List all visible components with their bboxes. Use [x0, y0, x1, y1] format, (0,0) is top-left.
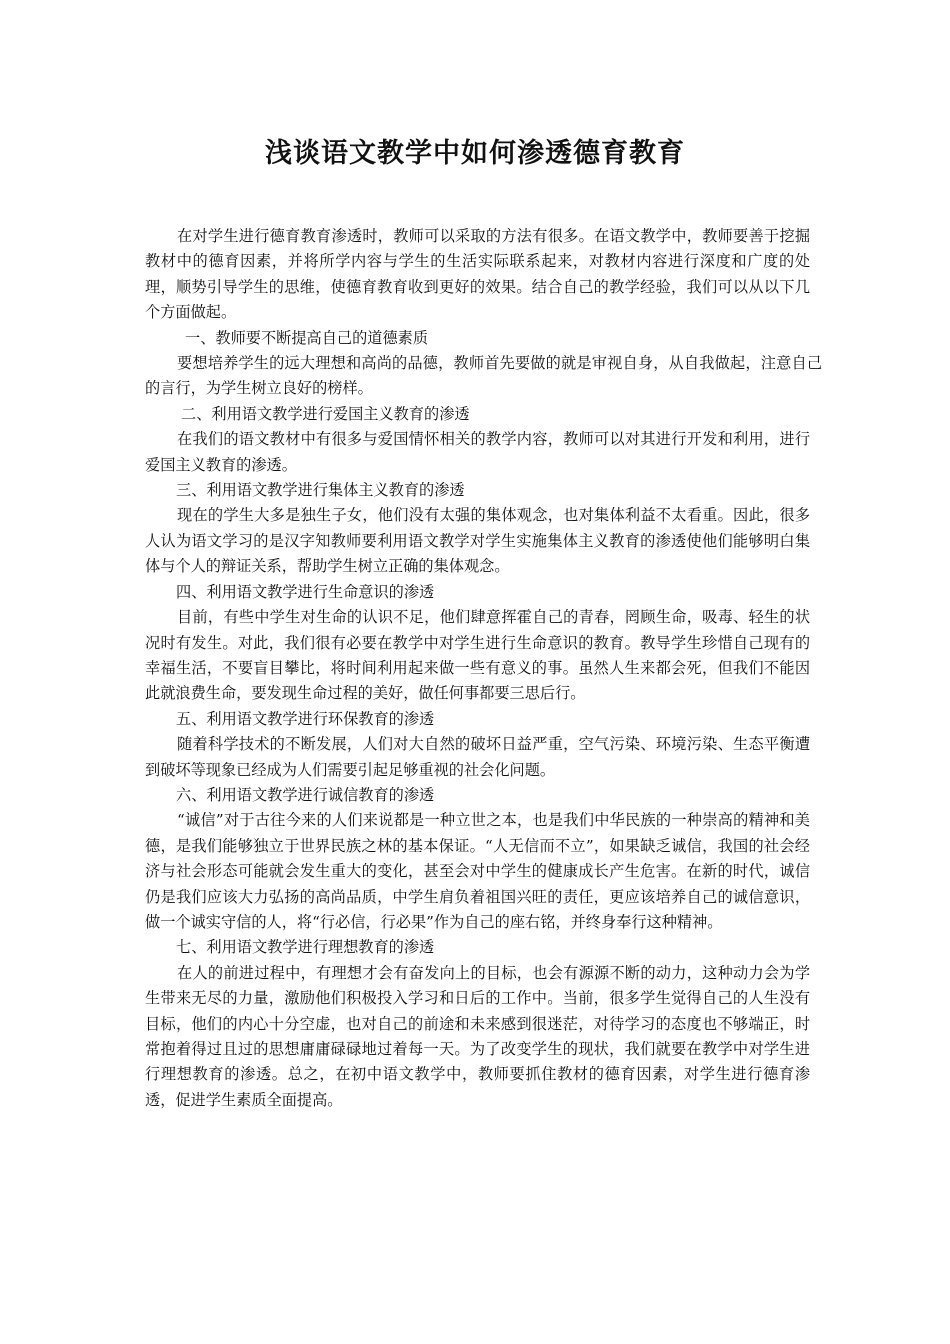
section-heading-2: 二、利用语文教学进行爱国主义教育的渗透	[181, 404, 470, 423]
section-heading-6: 六、利用语文教学进行诚信教育的渗透	[176, 785, 435, 804]
section-paragraph-2: 在我们的语文教材中有很多与爱国情怀相关的教学内容，教师可以对其进行开发和利用，进行爱国主义教育的渗透。	[145, 430, 810, 474]
section-paragraph-3: 现在的学生大多是独生子女，他们没有太强的集体观念，也对集体利益不太看重。因此，很多人认为语文学习的是汉字知教师要利用语文教学对学生实施集体主义教育的渗透使他们能够明白集体与个人的辩证关系，帮助学生树立正确的集体观念。	[145, 506, 810, 576]
section-paragraph-5: 随着科学技术的不断发展，人们对大自然的破坏日益严重，空气污染、环境污染、生态平衡遭到破坏等现象已经成为人们需要引起足够重视的社会化问题。	[145, 735, 810, 779]
document-body	[145, 224, 822, 1113]
section-paragraph-7: 在人的前进过程中，有理想才会有奋发向上的目标，也会有源源不断的动力，这种动力会为学生带来无尽的力量，激励他们积极投入学习和日后的工作中。当前，很多学生觉得自己的人生没有目标，他们的内心十分空虚，也对自己的前途和未来感到很迷茫，对待学习的态度也不够端正，时常抱着得过且过的思想庸庸碌碌地过着每一天。为了改变学生的现状，我们就要在教学中对学生进行理想教育的渗透。总之，在初中语文教学中，教师要抓住教材的德育因素，对学生进行德育渗透，促进学生素质全面提高。	[145, 963, 810, 1109]
intro-paragraph: 在对学生进行德育教育渗透时，教师可以采取的方法有很多。在语文教学中，教师要善于挖掘教材中的德育因素，并将所学内容与学生的生活实际联系起来，对教材内容进行深度和广度的处理，顺势引导学生的思维，使德育教育收到更好的效果。结合自己的教学经验，我们可以从以下几个方面做起。	[145, 227, 810, 322]
section-paragraph-1: 要想培养学生的远大理想和高尚的品德，教师首先要做的就是审视自身，从自我做起，注意自己的言行，为学生树立良好的榜样。	[145, 354, 822, 398]
section-paragraph-6: “诚信”对于古往今来的人们来说都是一种立世之本，也是我们中华民族的一种崇高的精神和美德，是我们能够独立于世界民族之林的基本保证。“人无信而不立”，如果缺乏诚信，我国的社会经济与社会形态可能就会发生重大的变化，甚至会对中学生的健康成长产生危害。在新的时代，诚信仍是我们应该大力弘扬的高尚品质，中学生肩负着祖国兴旺的责任，更应该培养自己的诚信意识，做一个诚实守信的人，将“行必信，行必果”作为自己的座右铭，并终身奉行这种精神。	[145, 811, 810, 931]
section-paragraph-4: 目前，有些中学生对生命的认识不足，他们肆意挥霍自己的青春，罔顾生命，吸毒、轻生的状况时有发生。对此，我们很有必要在教学中对学生进行生命意识的教育。教导学生珍惜自己现有的幸福生活，不要盲目攀比，将时间利用起来做一些有意义的事。虽然人生来都会死，但我们不能因此就浪费生命，要发现生命过程的美好，做任何事都要三思后行。	[145, 608, 810, 703]
section-heading-4: 四、利用语文教学进行生命意识的渗透	[176, 582, 435, 601]
section-heading-1: 一、教师要不断提高自己的道德素质	[185, 328, 428, 347]
section-heading-7: 七、利用语文教学进行理想教育的渗透	[176, 938, 435, 957]
section-heading-3: 三、利用语文教学进行集体主义教育的渗透	[176, 481, 465, 500]
section-heading-5: 五、利用语文教学进行环保教育的渗透	[176, 709, 435, 728]
document-title: 浅谈语文教学中如何渗透德育教育	[265, 138, 685, 169]
